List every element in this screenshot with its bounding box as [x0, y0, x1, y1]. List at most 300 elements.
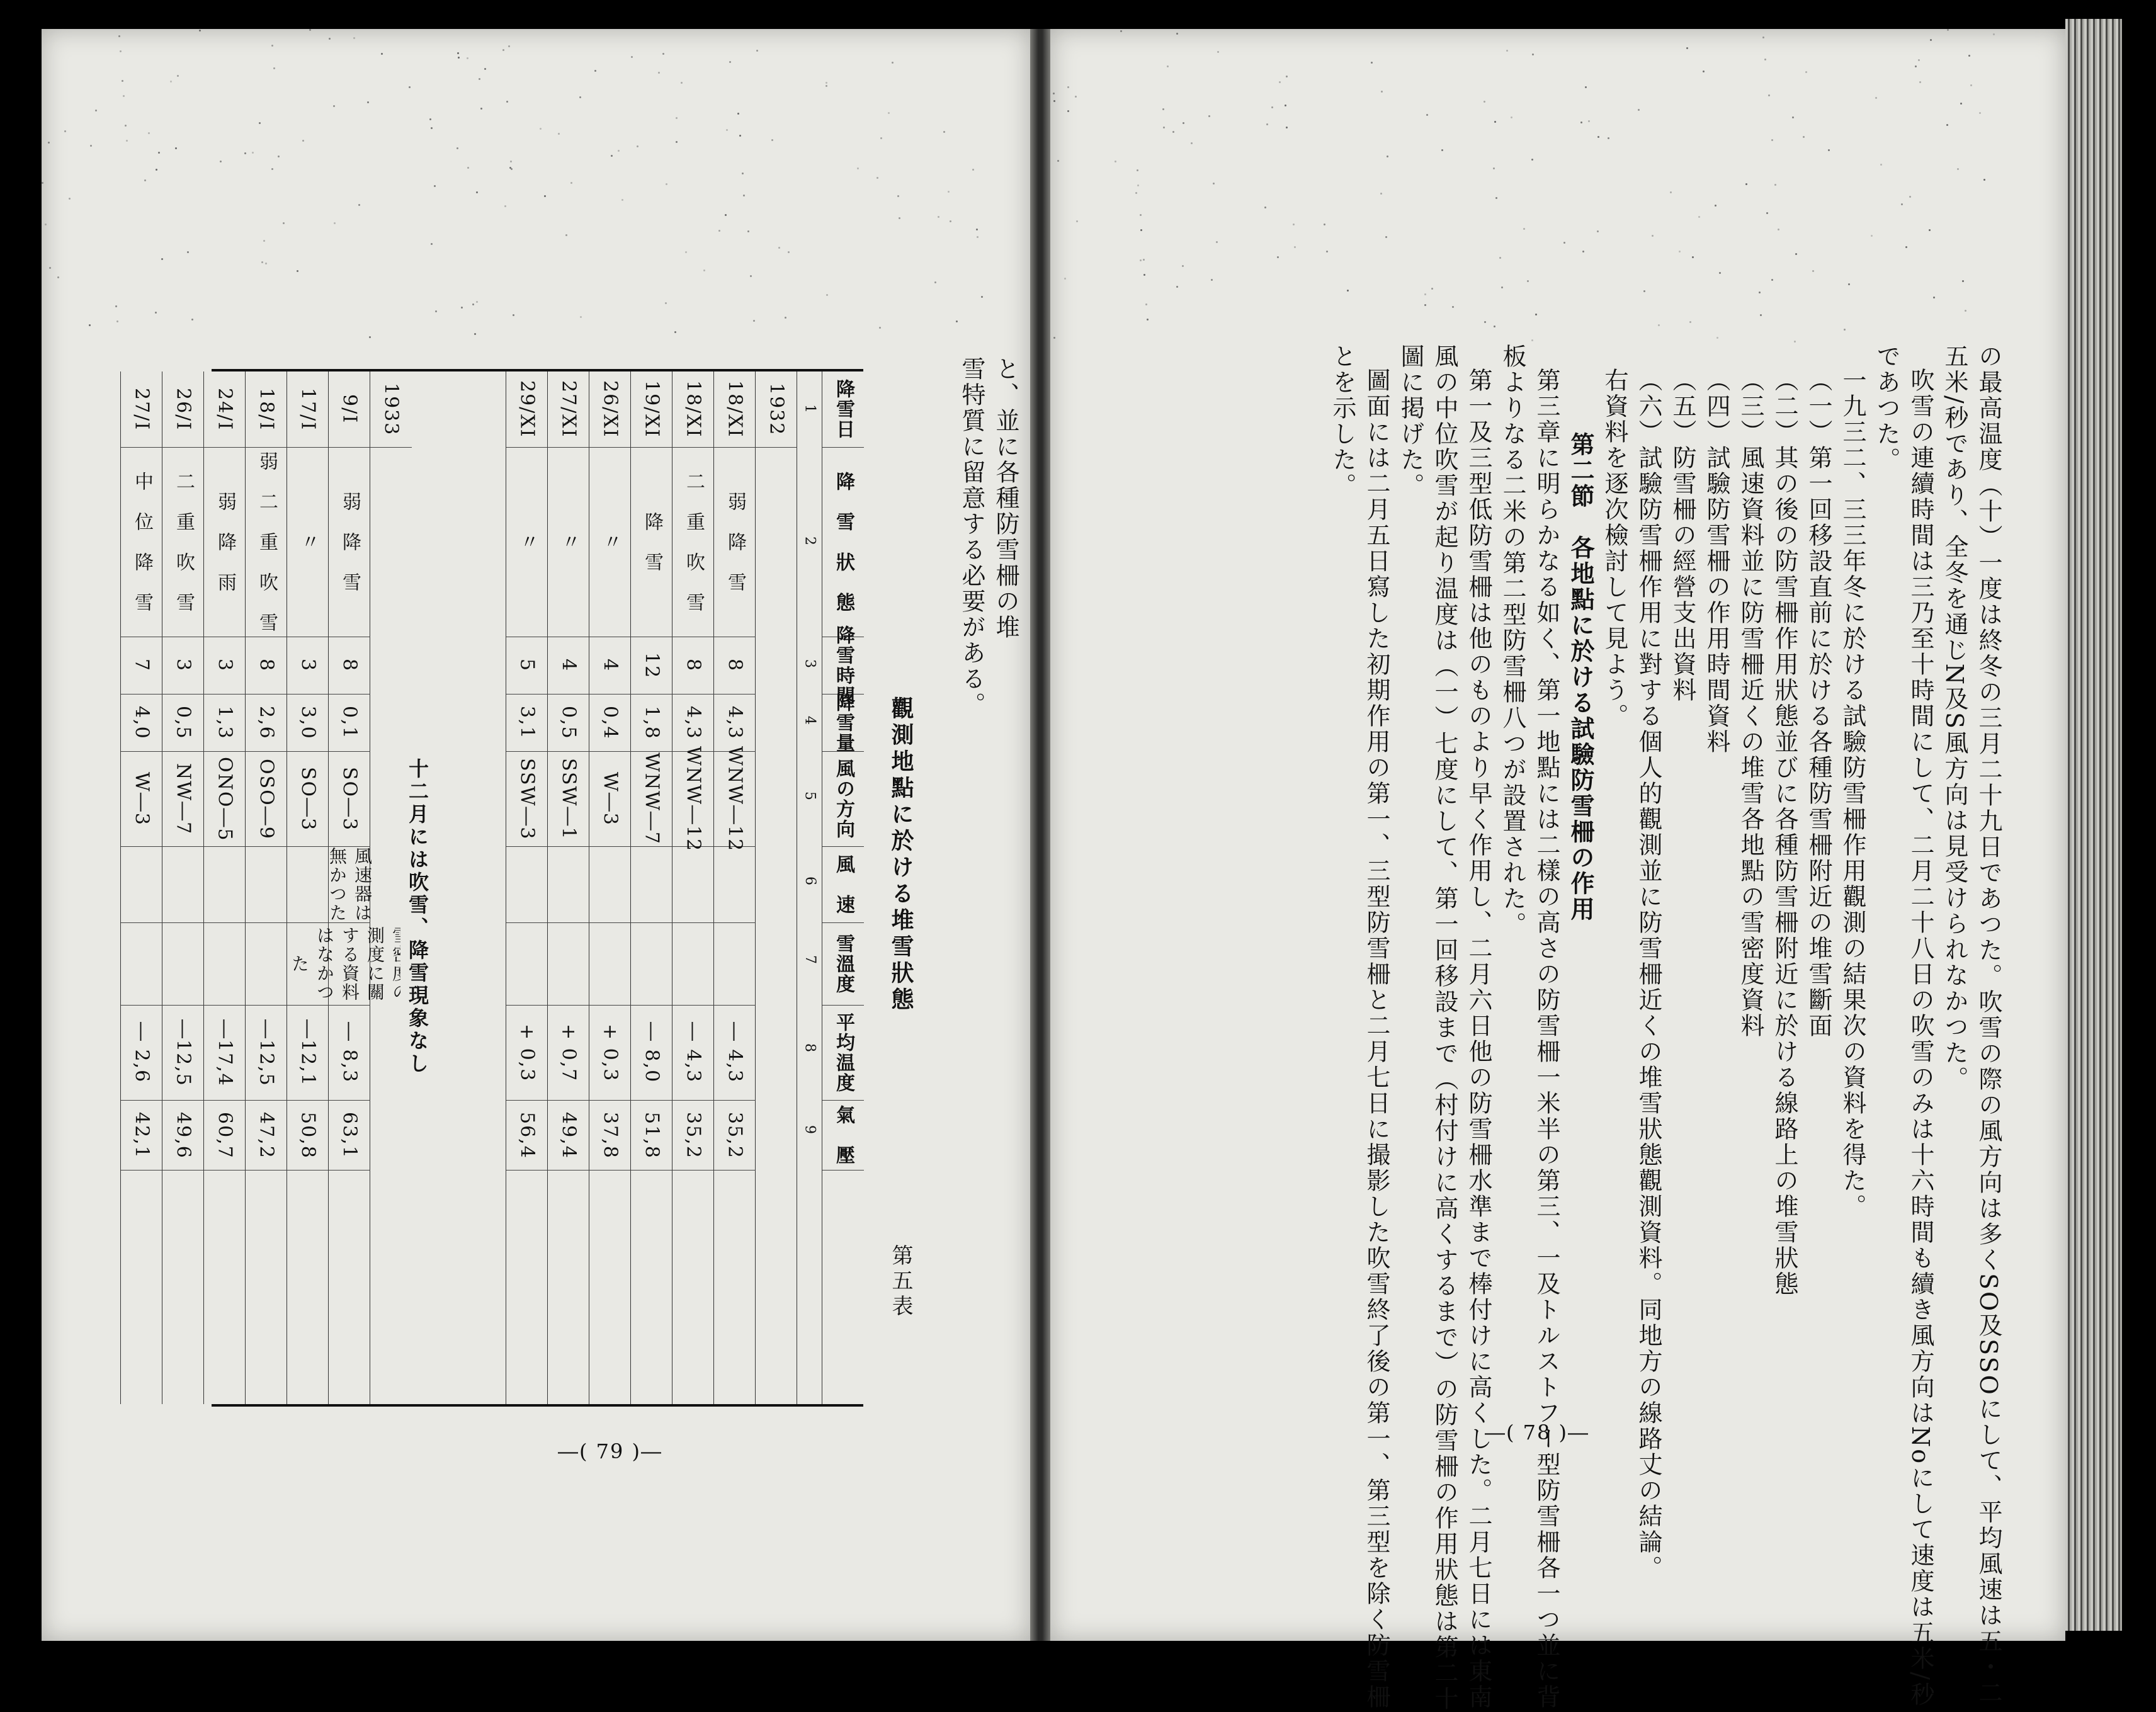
scan-dust [1760, 314, 1762, 316]
scan-dust [1929, 229, 1931, 231]
table-cell [204, 923, 246, 1006]
table-cell: ―17,4 [204, 1006, 246, 1101]
scan-dust [175, 147, 177, 149]
scan-dust [631, 56, 633, 58]
scan-dust [461, 307, 463, 309]
scan-dust [472, 303, 474, 305]
scan-dust [244, 152, 246, 154]
table-row [203, 371, 246, 1404]
scan-dust [115, 305, 117, 307]
table-cell: 二 重 吹 雪 [162, 448, 204, 637]
table-cell: WNW―7 [631, 752, 672, 847]
scan-dust [1766, 212, 1768, 214]
paragraph: とを示した。 [1329, 344, 1356, 499]
scan-dust [431, 243, 433, 245]
scan-dust [977, 236, 979, 238]
scan-dust [1905, 246, 1907, 248]
scan-dust [1294, 246, 1296, 248]
scan-dust [1385, 236, 1387, 238]
scan-dust [1143, 259, 1145, 261]
left-page [42, 29, 1030, 1641]
scan-dust [877, 177, 878, 179]
table-cell: 弱 降 雪 [714, 448, 756, 637]
table-cell: 49,4 [548, 1101, 589, 1171]
scan-dust [1057, 160, 1059, 162]
scan-dust [1387, 156, 1388, 157]
scan-dust [64, 130, 66, 132]
table-cell [548, 923, 589, 1006]
scan-dust [685, 251, 687, 253]
table-cell: NW―7 [162, 752, 204, 847]
table-cell [589, 923, 631, 1006]
table-row [713, 371, 756, 1404]
table-cell: 風速器は無かつた [327, 847, 373, 922]
scan-dust [1794, 341, 1796, 343]
scan-dust [1053, 100, 1055, 102]
scan-dust [1431, 288, 1433, 290]
scan-dust [1933, 297, 1935, 298]
table-cell [121, 847, 162, 923]
column-number-cell: 4 [802, 716, 818, 726]
table-header-cell: 降雪日 [822, 371, 864, 448]
scan-dust [658, 72, 660, 74]
table-cell: SSW―1 [548, 752, 589, 847]
scan-dust [333, 105, 335, 107]
table-cell: 測度に關する資料はなかつた [329, 923, 370, 1006]
table-cell: 0,5 [548, 694, 589, 752]
scan-dust [457, 147, 458, 149]
year-cell: 1932 [756, 371, 797, 448]
scan-dust [637, 145, 638, 147]
table-row [245, 371, 287, 1404]
scan-dust [1658, 324, 1660, 326]
scan-dust [1580, 122, 1582, 123]
scan-dust [1324, 224, 1325, 225]
scan-dust [329, 38, 331, 40]
scan-dust [1608, 137, 1609, 139]
scan-dust [1563, 242, 1565, 244]
scan-dust [594, 70, 596, 72]
scan-dust [1795, 253, 1797, 255]
scan-dust [621, 199, 623, 201]
scan-dust [1211, 279, 1213, 281]
table-number: 第五表 [888, 1244, 913, 1320]
table-cell: ― 8,3 [329, 1006, 370, 1101]
table-cell: 51,8 [631, 1101, 672, 1171]
table-header-cell: 平均温度 [822, 1006, 864, 1101]
table-cell: 9/I [329, 371, 370, 448]
table-cell [287, 847, 329, 923]
column-number-cell: 5 [802, 791, 818, 802]
scan-dust [434, 185, 436, 187]
paragraph: 一九三二、三三年冬に於ける試驗防雪柵作用觀測の結果次の資料を得た。 [1839, 368, 1866, 1220]
scan-dust [309, 29, 311, 31]
table-cell: 3 [287, 637, 329, 694]
scan-dust [579, 96, 581, 98]
scan-dust [1293, 224, 1295, 225]
table-cell [246, 847, 287, 923]
table-cell: 17/I [287, 371, 329, 448]
scan-dust [756, 50, 758, 52]
scan-dust [42, 182, 43, 184]
table-row [120, 371, 162, 1404]
table-cell: 4 [548, 637, 589, 694]
column-number-cell: 2 [802, 536, 818, 547]
scan-dust [1771, 139, 1773, 141]
paragraph: 右資料を逐次檢討して見よう。 [1601, 368, 1628, 729]
table-cell [714, 923, 756, 1006]
scan-dust [771, 139, 773, 141]
scan-dust [476, 301, 478, 303]
table-cell [672, 847, 714, 923]
paragraph: 吹雪の連續時間は三乃至十時間にして、二月二十八日の吹雪のみは十六時間も續き風方向はNoにして速度は五米/秒 [1907, 368, 1934, 1708]
table-cell: ―12,5 [246, 1006, 287, 1101]
table-cell [672, 923, 714, 1006]
scan-dust [826, 85, 827, 87]
scan-dust [1286, 127, 1288, 128]
snow-state-table [130, 369, 863, 1407]
table-cell [506, 847, 548, 923]
scan-dust [1792, 116, 1794, 118]
scan-dust [1053, 337, 1055, 339]
table-cell: 中 位 降 雪 [121, 448, 162, 637]
scan-dust [1880, 164, 1882, 166]
scan-dust [1585, 86, 1587, 88]
scan-dust [1968, 55, 1970, 57]
table-cell [714, 847, 756, 923]
table-cell: 35,2 [672, 1101, 714, 1171]
table-cell: WNW―12 [714, 752, 756, 847]
scan-dust [1191, 142, 1193, 144]
scan-dust [358, 204, 360, 206]
table-cell: + 0,7 [548, 1006, 589, 1101]
table-cell: 35,2 [714, 1101, 756, 1171]
scan-dust [681, 82, 683, 84]
scan-dust [1495, 197, 1497, 199]
scan-dust [544, 195, 546, 197]
table-cell: 0,5 [162, 694, 204, 752]
scan-dust [177, 75, 179, 77]
scan-dust [1716, 337, 1718, 339]
scan-dust [429, 118, 431, 120]
scan-dust [1286, 76, 1288, 77]
scan-dust [409, 86, 411, 88]
table-cell: 1,3 [204, 694, 246, 752]
scan-dust [1326, 251, 1328, 252]
scan-dust [1264, 207, 1266, 208]
scan-dust [353, 37, 355, 39]
scan-dust [271, 168, 273, 170]
scan-dust [1759, 292, 1761, 293]
table-cell: 0,4 [589, 694, 631, 752]
scan-dust [252, 152, 254, 154]
scan-dust [144, 179, 146, 181]
table-caption: 觀測地點に於ける堆雪狀態 [888, 696, 914, 1014]
scan-dust [718, 230, 720, 232]
table-cell: OSO―9 [246, 752, 287, 847]
scan-dust [1163, 127, 1165, 128]
column-number-cell: 1 [802, 404, 818, 414]
table-cell [121, 923, 162, 1006]
scan-dust [934, 281, 936, 283]
scan-dust [972, 169, 974, 171]
scan-dust [48, 142, 50, 144]
table-cell: 19/XI [631, 371, 672, 448]
scan-dust [1901, 203, 1903, 205]
column-number-cell: 3 [802, 659, 818, 669]
table-cell: 5 [506, 637, 548, 694]
scan-dust [1381, 91, 1383, 93]
table-cell: 50,8 [287, 1101, 329, 1171]
scan-dust [1266, 123, 1268, 125]
scan-dust [1484, 101, 1485, 103]
table-cell: 29/XI [506, 371, 548, 448]
scan-dust [283, 222, 285, 224]
scan-dust [1143, 274, 1145, 276]
column-number-cell: 8 [802, 1043, 818, 1053]
scan-dust [1183, 122, 1184, 124]
table-cell: 42,1 [121, 1101, 162, 1171]
scan-dust [1993, 33, 1995, 35]
table-cell: 18/I [246, 371, 287, 448]
scan-dust [1762, 37, 1764, 38]
scan-dust [1424, 293, 1426, 295]
scan-dust [1076, 220, 1078, 222]
list-item: （四）試驗防雪柵の作用時間資料 [1703, 368, 1730, 755]
book-page-edges [2065, 19, 2122, 1631]
table-cell: 8 [246, 637, 287, 694]
scan-dust [1162, 108, 1164, 110]
table-header-cell: 風の方向 [822, 752, 864, 847]
paragraph: 風の中位吹雪が起り温度は（一）七度にして、第一回移設まで（村付けに高くするまで）の防雪柵の作用狀態は第二十 [1431, 344, 1458, 1712]
scan-dust [1371, 62, 1373, 64]
scan-dust [879, 327, 881, 329]
scan-dust [89, 324, 91, 326]
scan-dust [510, 161, 512, 162]
scan-dust [1844, 329, 1846, 331]
scan-dust [1279, 81, 1281, 83]
paragraph: 圖面には二月五日寫した初期作用の第一、三型防雪柵と二月七日に撮影した吹雪終了後の第一、第三型を除く防雪柵 [1363, 368, 1390, 1710]
table-cell: 〃 [506, 448, 548, 637]
scan-dust [1588, 120, 1590, 122]
scan-dust [1643, 290, 1645, 292]
scan-dust [1703, 71, 1705, 72]
table-cell: SSW―3 [506, 752, 548, 847]
book-gutter [1030, 29, 1050, 1641]
scan-dust [1208, 115, 1210, 117]
table-header-cell: 降雪時間 [822, 637, 864, 694]
scan-dust [880, 137, 882, 139]
scan-dust [369, 336, 371, 338]
scan-dust [1532, 54, 1534, 55]
scan-dust [611, 155, 613, 157]
table-cell: ONO―5 [204, 752, 246, 847]
scan-dust [739, 135, 741, 137]
scan-dust [750, 275, 752, 277]
table-cell: 弱 降 雪 [329, 448, 370, 637]
scan-dust [1523, 228, 1525, 230]
table-cell [246, 923, 287, 1006]
scan-dust [504, 205, 506, 207]
page-number-right: ―( 78 )― [1485, 1420, 1590, 1444]
table-cell: 63,1 [329, 1101, 370, 1171]
scan-dust [118, 35, 120, 37]
scan-dust [826, 82, 827, 84]
table-cell: 47,2 [246, 1101, 287, 1171]
scan-dust [45, 224, 47, 225]
scan-dust [1424, 304, 1426, 306]
table-cell: + 0,3 [506, 1006, 548, 1101]
scan-dust [888, 112, 890, 114]
scan-dust [263, 240, 265, 242]
scan-dust [1511, 116, 1512, 118]
scan-dust [199, 30, 201, 31]
scan-dust [1137, 184, 1139, 186]
scan-dust [1172, 131, 1174, 133]
table-cell: 1,8 [631, 694, 672, 752]
scan-dust [1871, 235, 1873, 237]
scan-dust [676, 117, 678, 119]
right-page [1050, 29, 2065, 1712]
scan-dust [725, 214, 727, 216]
scan-dust [1213, 183, 1215, 184]
scan-dust [191, 319, 193, 320]
scan-dust [259, 122, 261, 124]
scan-dust [187, 251, 189, 253]
scan-dust [1441, 149, 1443, 151]
scan-dust [278, 156, 280, 157]
scan-dust [826, 294, 828, 296]
scan-dust [618, 150, 620, 152]
list-item: （三）風速資料並に防雪柵近くの堆雪各地點の雪密度資料 [1737, 368, 1764, 1039]
table-cell: 降 雪 [631, 448, 672, 637]
paragraph: 圖に掲げた。 [1397, 344, 1424, 499]
table-year-row [755, 371, 797, 1404]
scan-dust [1147, 319, 1149, 320]
scan-dust [726, 129, 728, 131]
scan-dust [126, 140, 128, 142]
scan-dust [1053, 93, 1055, 94]
table-cell: W―3 [589, 752, 631, 847]
table-cell: 24/I [204, 371, 246, 448]
scan-dust [1120, 30, 1122, 32]
scan-dust [158, 152, 160, 154]
table-cell: WNW―12 [672, 752, 714, 847]
scan-dust [1957, 168, 1959, 170]
scan-dust [1919, 81, 1921, 83]
scan-dust [1499, 257, 1501, 259]
scan-dust [565, 234, 567, 236]
scan-dust [458, 57, 460, 59]
scan-dust [120, 50, 122, 52]
table-cell: 8 [672, 637, 714, 694]
scan-dust [1145, 303, 1147, 305]
scan-dust [148, 132, 150, 134]
scan-dust [1582, 251, 1584, 252]
table-cell: ―12,1 [287, 1006, 329, 1101]
table-row [547, 371, 589, 1404]
paragraph: 第三章に明らかなる如く、第一地點には二樣の高さの防雪柵一米半の第三、一及トルストフー型防雪柵各一つ並に背 [1533, 368, 1560, 1710]
table-row [506, 371, 548, 1404]
scan-dust [1277, 256, 1279, 258]
scan-dust [1182, 265, 1184, 267]
scan-dust [435, 310, 437, 312]
scan-dust [116, 320, 118, 322]
scan-dust [1137, 169, 1138, 171]
scan-dust [1848, 283, 1850, 285]
table-cell: 27/XI [548, 371, 589, 448]
scan-dust [1597, 136, 1599, 138]
table-cell [589, 847, 631, 923]
scan-dust [1176, 33, 1178, 35]
table-cell: ―12,5 [162, 1006, 204, 1101]
scan-dust [1140, 229, 1142, 231]
table-cell [162, 847, 204, 923]
scan-dust [729, 61, 731, 63]
scan-dust [484, 68, 486, 70]
scan-dust [1167, 65, 1169, 67]
scan-dust [1638, 109, 1640, 111]
scan-dust [1692, 256, 1694, 258]
scan-dust [95, 110, 97, 111]
scan-dust [1828, 149, 1830, 151]
scan-dust [474, 333, 476, 335]
scan-dust [1812, 270, 1814, 272]
scan-dust [123, 95, 125, 97]
scan-dust [1426, 114, 1428, 116]
table-cell [287, 923, 329, 1006]
scan-dust [943, 131, 945, 133]
scan-dust [1965, 310, 1966, 312]
table-cell: 37,8 [589, 1101, 631, 1171]
scan-dust [1135, 192, 1137, 194]
december-note: 十二月には吹雪、降雪現象なし [400, 753, 434, 1080]
scan-dust [302, 140, 304, 142]
table-cell: 〃 [589, 448, 631, 637]
scan-dust [1501, 286, 1503, 288]
scan-dust [1067, 110, 1069, 112]
scan-dust [297, 270, 298, 272]
scan-dust [753, 320, 755, 322]
scan-dust [1909, 196, 1911, 198]
scan-dust [1745, 183, 1747, 185]
scan-dust [1535, 314, 1537, 315]
scan-dust [431, 127, 433, 129]
scan-dust [1217, 51, 1219, 53]
scan-dust [857, 167, 859, 169]
scan-dust [1715, 205, 1716, 207]
scan-dust [1527, 280, 1529, 282]
column-number-cell: 9 [802, 1125, 818, 1135]
paragraph: の最高温度（十）一度は終冬の三月二十九日であつた。吹雪の際の風方向は多くSO及SSOにして、平均風速は五・二 [1975, 344, 2002, 1706]
scan-dust [976, 229, 978, 230]
scan-dust [1803, 136, 1805, 138]
table-cell: ― 4,3 [672, 1006, 714, 1101]
scan-dust [1597, 230, 1599, 232]
table-cell: 2,6 [246, 694, 287, 752]
scan-dust [948, 191, 950, 193]
table-cell: 49,6 [162, 1101, 204, 1171]
scan-dust [1875, 97, 1877, 99]
scan-dust [1979, 112, 1981, 114]
table-cell: 4 [589, 637, 631, 694]
table-cell: 26/XI [589, 371, 631, 448]
table-row [672, 371, 714, 1404]
scan-dust [161, 258, 163, 260]
scan-dust [1686, 47, 1688, 49]
table-header-cell: 降雪量 [822, 694, 864, 752]
scan-dust [1140, 259, 1142, 261]
